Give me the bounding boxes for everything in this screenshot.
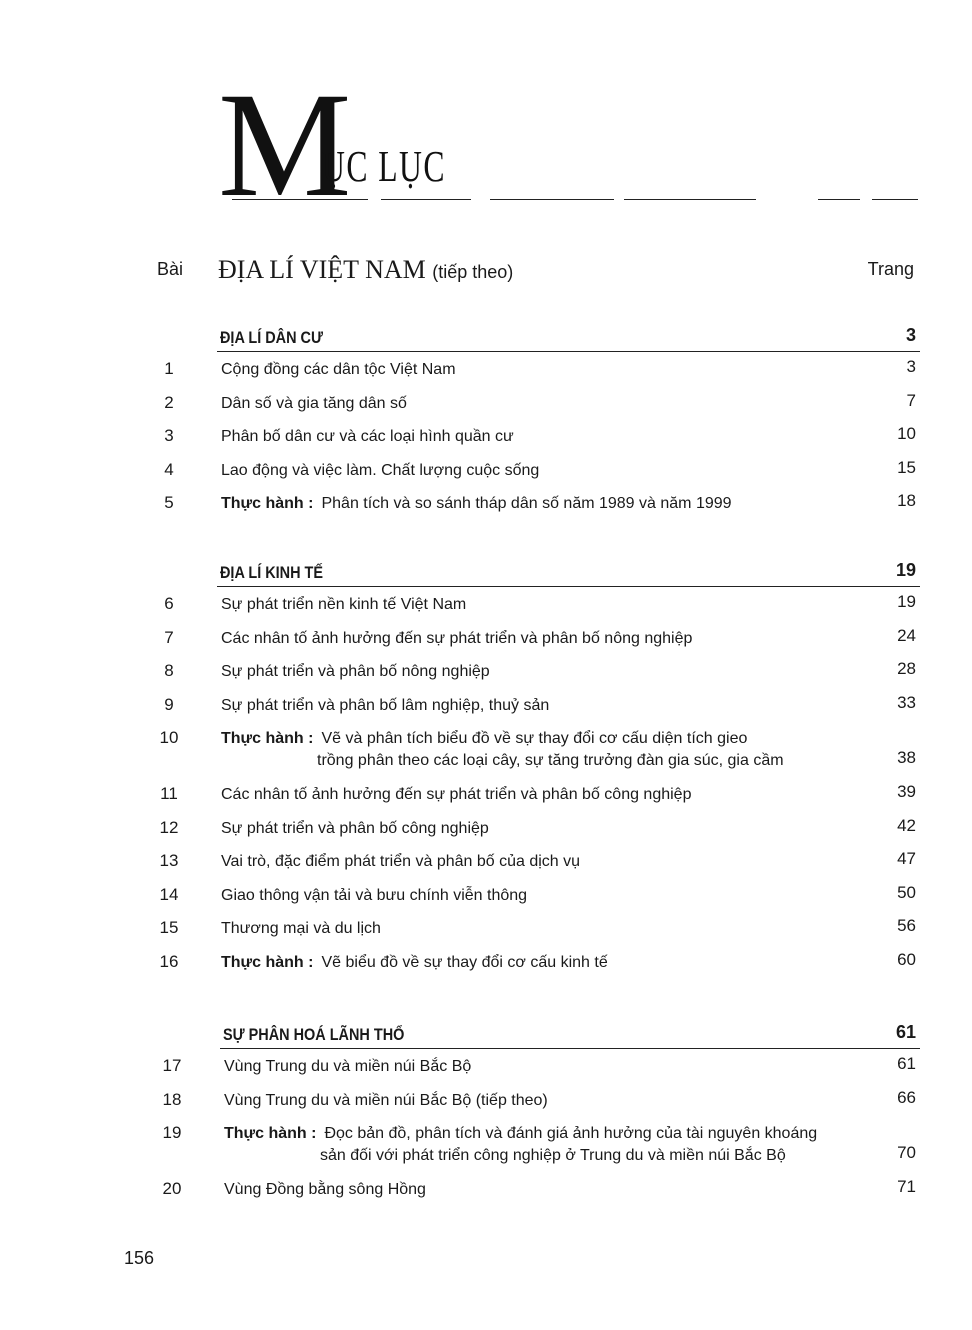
- lesson-number: 19: [162, 1123, 182, 1143]
- lesson-title-text: Vùng Trung du và miền núi Bắc Bộ: [224, 1058, 472, 1075]
- lesson-page: 3: [906, 357, 916, 376]
- practice-label: Thực hành :: [221, 730, 314, 748]
- section-page: 3: [905, 325, 916, 345]
- book-title: [218, 255, 513, 285]
- section-title: SỰ PHÂN HOÁ LÃNH THỔ: [223, 1025, 405, 1044]
- page-column-header: Trang: [867, 259, 914, 279]
- title-rest: ỤC LỤC: [322, 142, 446, 191]
- lesson-number: 4: [164, 459, 174, 479]
- lesson-page: 19: [897, 592, 916, 611]
- lesson-title[interactable]: [221, 853, 580, 871]
- lesson-page: 39: [897, 782, 916, 801]
- lesson-number: 6: [164, 594, 174, 613]
- lesson-number: 1: [164, 359, 174, 378]
- lesson-title[interactable]: [224, 1125, 817, 1143]
- lesson-title-text: Thương mại và du lịch: [221, 920, 381, 938]
- lesson-number: 12: [159, 817, 179, 837]
- lesson-number: 7: [164, 627, 174, 647]
- lesson-page: 18: [897, 491, 916, 511]
- lesson-title-text: Cộng đồng các dân tộc Việt Nam: [221, 361, 456, 378]
- lesson-title-text: Vùng Đồng bằng sông Hồng: [224, 1180, 426, 1198]
- lesson-title[interactable]: [221, 462, 539, 480]
- lesson-number: 16: [159, 952, 179, 971]
- lesson-title[interactable]: [221, 786, 691, 804]
- lesson-number: 10: [159, 728, 179, 748]
- lesson-page: 56: [897, 916, 916, 936]
- lesson-title-text: Phân bố dân cư và các loại hình quần cư: [221, 428, 514, 446]
- lesson-page: 7: [906, 390, 916, 410]
- title-rule: [872, 199, 918, 200]
- lesson-title-text: Sự phát triển và phân bố công nghiệp: [221, 819, 489, 837]
- lesson-title[interactable]: [221, 954, 608, 972]
- lesson-title[interactable]: [221, 697, 549, 715]
- lesson-page: 24: [897, 625, 916, 645]
- section-page: 19: [895, 560, 916, 580]
- lesson-number: 13: [159, 851, 179, 871]
- lesson-title[interactable]: [221, 920, 381, 938]
- practice-label: Thực hành :: [224, 1125, 317, 1143]
- lesson-page: 50: [897, 882, 916, 902]
- lesson-number: 20: [162, 1178, 182, 1198]
- lesson-number: 3: [164, 426, 174, 446]
- lesson-page: 33: [897, 692, 916, 712]
- book-title-suffix: (tiếp theo): [432, 262, 514, 282]
- lesson-title-text: Các nhân tố ảnh hưởng đến sự phát triển và phân bố nông nghiệp: [221, 629, 693, 647]
- lesson-title[interactable]: [221, 630, 692, 648]
- lesson-title[interactable]: [224, 1058, 471, 1076]
- section-page: 61: [895, 1022, 916, 1042]
- title-rule: [381, 199, 471, 200]
- lesson-title[interactable]: [224, 1181, 426, 1199]
- title-initial: M: [218, 62, 352, 228]
- lesson-title[interactable]: [224, 1092, 548, 1110]
- lesson-title[interactable]: [221, 730, 747, 748]
- lesson-title[interactable]: [221, 663, 490, 681]
- lesson-number: 15: [159, 918, 179, 938]
- lesson-page: 42: [897, 815, 916, 835]
- lesson-page: 10: [897, 424, 916, 444]
- lesson-title[interactable]: [221, 495, 732, 513]
- lesson-title-continuation: sản đối với phát triển công nghiệp ở Trung du và miền núi Bắc Bộ: [320, 1147, 786, 1165]
- lesson-title-text: Đọc bản đồ, phân tích và đánh giá ảnh hưởng của tài nguyên khoáng: [324, 1125, 818, 1143]
- practice-label: Thực hành :: [221, 495, 314, 513]
- lesson-title-text: Sự phát triển nền kinh tế Việt Nam: [221, 596, 467, 613]
- title-rule: [818, 199, 860, 200]
- lesson-title[interactable]: [221, 887, 527, 905]
- lesson-title-text: Vùng Trung du và miền núi Bắc Bộ (tiếp theo): [224, 1091, 548, 1109]
- lesson-title[interactable]: [221, 428, 514, 446]
- practice-label: Thực hành :: [221, 954, 314, 971]
- lesson-number: 8: [164, 661, 174, 681]
- section-rule: [217, 351, 920, 352]
- lesson-title-continuation: trồng phân theo các loại cây, sự tăng trưởng đàn gia súc, gia cầm: [317, 752, 784, 770]
- lesson-number: 18: [162, 1089, 182, 1109]
- lesson-title-text: Dân số và gia tăng dân số: [221, 394, 407, 412]
- lesson-number: 2: [164, 392, 174, 412]
- lesson-title-text: Sự phát triển và phân bố nông nghiệp: [221, 663, 490, 681]
- lesson-number: 11: [160, 784, 178, 803]
- lesson-number: 14: [159, 884, 179, 904]
- lesson-title[interactable]: [221, 820, 489, 838]
- lesson-title[interactable]: [221, 596, 466, 614]
- title-rule: [232, 199, 368, 200]
- section-rule: [220, 1048, 920, 1049]
- section-title: ĐỊA LÍ KINH TẾ: [220, 563, 324, 582]
- lesson-title[interactable]: [221, 361, 456, 379]
- lesson-page: 60: [897, 950, 916, 969]
- book-title-main: ĐỊA LÍ VIỆT NAM: [218, 255, 426, 284]
- lesson-title-text: Lao động và việc làm. Chất lượng cuộc sống: [221, 461, 540, 479]
- lesson-page: 47: [897, 849, 916, 869]
- lesson-title-text: Giao thông vận tải và bưu chính viễn thông: [221, 886, 528, 904]
- lesson-number: 9: [164, 694, 174, 714]
- lesson-title-text: Sự phát triển và phân bố lâm nghiệp, thuỷ sản: [221, 696, 550, 714]
- title-rule: [624, 199, 756, 200]
- lesson-page: 61: [897, 1054, 916, 1073]
- lesson-title-text: Vẽ và phân tích biểu đồ về sự thay đổi cơ cấu diện tích gieo: [321, 730, 748, 748]
- section-title: ĐỊA LÍ DÂN CƯ: [220, 328, 323, 347]
- lesson-title-text: Phân tích và so sánh tháp dân số năm 1989 và năm 1999: [321, 495, 732, 513]
- lesson-title-text: Vẽ biểu đồ về sự thay đổi cơ cấu kinh tế: [321, 954, 608, 971]
- lesson-page: 70: [897, 1143, 916, 1163]
- lesson-number: 17: [162, 1056, 182, 1075]
- lesson-page: 66: [897, 1087, 916, 1107]
- lesson-page: 71: [897, 1176, 916, 1196]
- lesson-title[interactable]: [221, 395, 407, 413]
- section-rule: [217, 586, 920, 587]
- lesson-page: 28: [897, 659, 916, 679]
- title-rule: [490, 199, 614, 200]
- page-number: 156: [124, 1248, 155, 1268]
- lesson-title-text: Vai trò, đặc điểm phát triển và phân bố của dịch vụ: [221, 853, 581, 871]
- lesson-page: 15: [897, 457, 916, 477]
- lesson-number: 5: [164, 493, 174, 513]
- lesson-page: 38: [897, 748, 916, 768]
- lesson-column-header: Bài: [157, 259, 184, 279]
- lesson-title-text: Các nhân tố ảnh hưởng đến sự phát triển và phân bố công nghiệp: [221, 786, 692, 803]
